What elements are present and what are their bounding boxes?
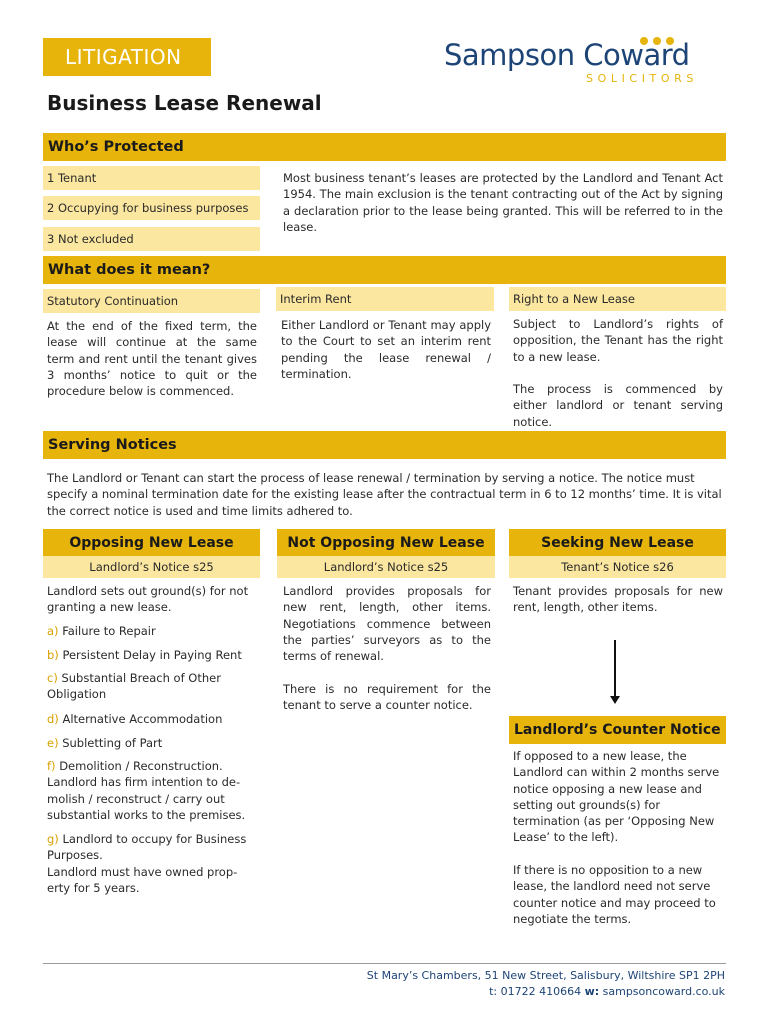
arrow-head-icon [610,696,620,704]
ground-text: Subletting of Part [62,736,163,750]
protected-item-2: 2 Occupying for business purposes [43,196,260,220]
ground-text: Landlord to occupy for Business Purposes. [47,832,247,863]
page-title: Business Lease Renewal [47,91,322,115]
serving-notices-text: The Landlord or Tenant can start the process of lease renewal / termination by serving a notice. The notice must specify a nominal termination date for the existing lease after the contractual term in 6 to 12 months’ time. It is vital the correct notice is used and time limits adhered to. [47,471,722,518]
counter-text-1: If opposed to a new lease, the Landlord can within 2 months serve notice opposing a new lease and setting out grounds(s) for termination (as per ‘Opposing New Lease’ to the left). [513,749,720,845]
ground-letter: a) [47,624,59,638]
section-what-does-it-mean: What does it mean? [43,256,726,284]
counter-text-2: If there is no opposition to a new lease, the landlord need not serve counter notice and may proceed to negotiate the terms. [513,863,716,926]
website[interactable]: sampsoncoward.co.uk [602,985,725,998]
header-landlords-counter-notice: Landlord’s Counter Notice [509,716,726,744]
sub-landlords-notice-not-opposing: Landlord’s Notice s25 [277,556,495,578]
ground-b [47,647,262,663]
protected-item-1: 1 Tenant [43,166,260,190]
ground-letter: e) [47,736,59,750]
section-whos-protected: Who’s Protected [43,133,726,161]
sub-tenants-notice: Tenant’s Notice s26 [509,556,726,578]
label-right-to-new-lease: Right to a New Lease [509,287,726,311]
ground-e [47,735,262,751]
ground-text: Demolition / Reconstruction. [59,759,223,773]
logo-wordmark: Sampson Coward [444,38,690,72]
footer-contact [489,985,725,998]
ground-extra: Landlord has firm intention to de-molish / reconstruct / carry out substantial works to the premises. [47,775,246,822]
statutory-continuation-text: At the end of the fixed term, the lease will continue at the same term and rent until the tenant gives 3 months’ notice to quit or the procedure below is commenced. [47,319,257,399]
ground-text: Substantial Breach of Other Obligation [47,671,221,702]
seeking-text: Tenant provides proposals for new rent, length, other items. [513,584,723,615]
right-to-new-lease-text: Subject to Landlord’s rights of opposition, the Tenant has the right to a new lease. [513,317,723,364]
ground-letter: c) [47,671,58,685]
phone-number: 01722 410664 [500,985,582,998]
not-opposing-text-1: Landlord provides proposals for new rent, length, other items. Negotiations commence between the parties’ surveyors as to the terms of renewal. [283,584,491,664]
ground-d [47,711,262,727]
phone-label: t: [489,985,498,998]
not-opposing-text-2: There is no requirement for the tenant to serve a counter notice. [283,682,491,713]
section-serving-notices: Serving Notices [43,431,726,459]
ground-letter: f) [47,759,56,773]
opposing-intro: Landlord sets out ground(s) for not granting a new lease. [47,584,249,615]
header-opposing-new-lease: Opposing New Lease [43,529,260,557]
ground-extra: Landlord must have owned prop-erty for 5 years. [47,864,238,895]
ground-g [47,831,257,896]
ground-letter: b) [47,648,59,662]
protected-text: Most business tenant’s leases are protected by the Landlord and Tenant Act 1954. The main exclusion is the tenant contracting out of the Act by signing a declaration prior to the lease being granted. This will be referred to in the lease. [283,171,723,234]
ground-a [47,623,262,639]
web-label: w: [584,985,600,998]
arrow-down-icon [614,640,616,698]
ground-c [47,670,247,703]
footer-divider [43,963,726,964]
sub-landlords-notice-opposing: Landlord’s Notice s25 [43,556,260,578]
logo-subtitle: SOLICITORS [586,72,698,85]
ground-letter: g) [47,832,59,846]
right-to-new-lease-text-2: The process is commenced by either landlord or tenant serving notice. [513,382,723,429]
label-statutory-continuation: Statutory Continuation [43,289,260,313]
ground-text: Failure to Repair [62,624,156,638]
ground-text: Alternative Accommodation [62,712,223,726]
ground-f [47,758,257,823]
footer-address: St Mary’s Chambers, 51 New Street, Salisbury, Wiltshire SP1 2PH [366,969,725,982]
ground-text: Persistent Delay in Paying Rent [62,648,242,662]
protected-item-3: 3 Not excluded [43,227,260,251]
header-not-opposing-new-lease: Not Opposing New Lease [277,529,495,557]
label-interim-rent: Interim Rent [276,287,494,311]
interim-rent-text: Either Landlord or Tenant may apply to the Court to set an interim rent pending the lease renewal / termination. [281,318,491,381]
litigation-tag: LITIGATION [43,38,211,76]
header-seeking-new-lease: Seeking New Lease [509,529,726,557]
ground-letter: d) [47,712,59,726]
